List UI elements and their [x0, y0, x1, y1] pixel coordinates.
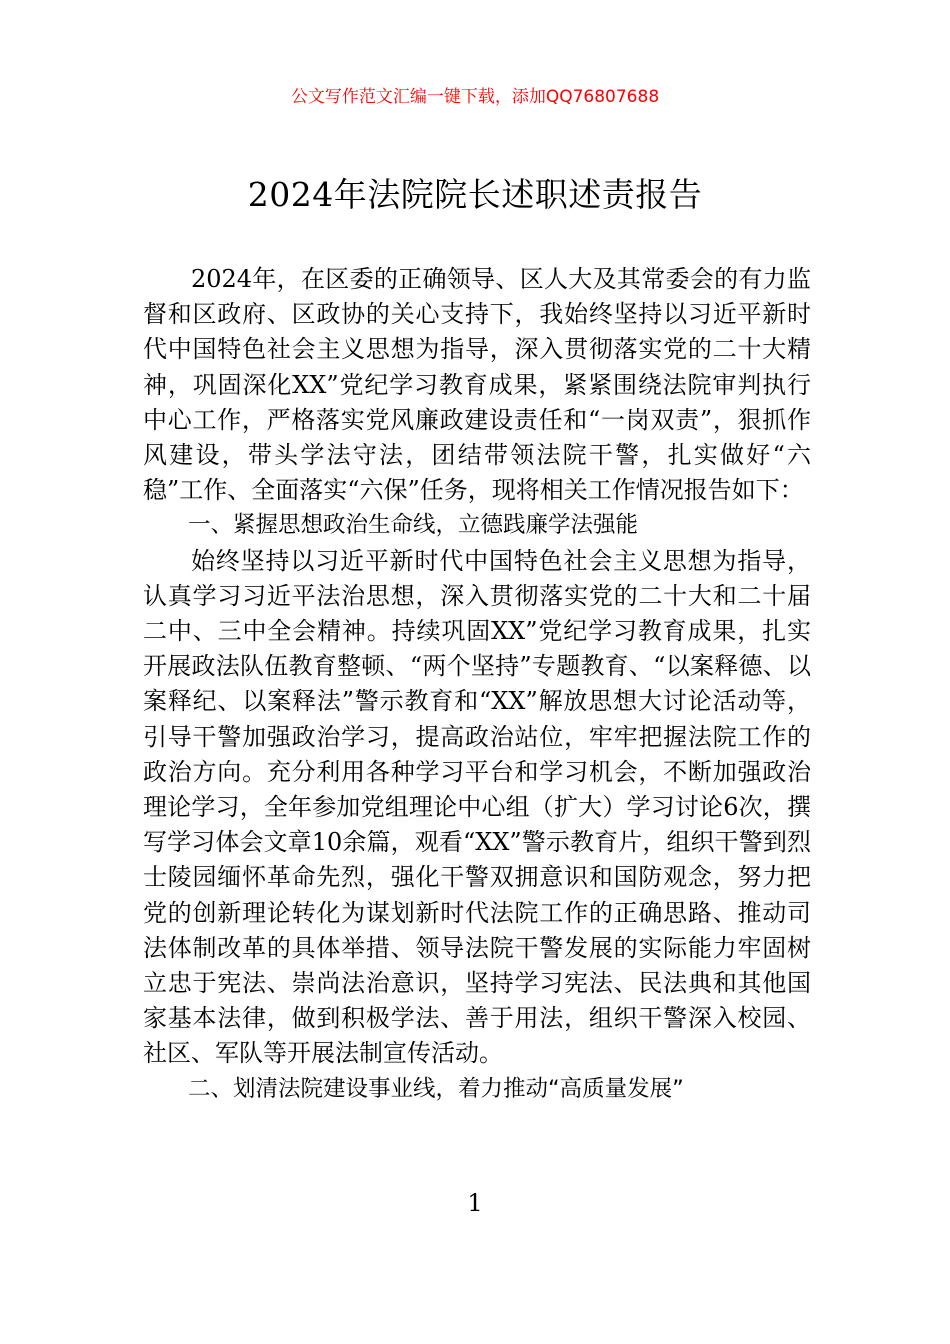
document-body [143, 262, 811, 1107]
intro-paragraph: 2024年，在区委的正确领导、区人大及其常委会的有力监督和区政府、区政协的关心支持下，我始终坚持以习近平新时代中国特色社会主义思想为指导，深入贯彻落实党的二十大精神，巩固深化XX”党纪学习教育成果，紧紧围绕法院审判执行中心工作，严格落实党风廉政建设责任和“一岗双责”，狠抓作风建设，带头学法守法，团结带领法院干警，扎实做好“六稳”工作、全面落实“六保”任务，现将相关工作情况报告如下： [143, 265, 811, 505]
section-heading-2: 二、划清法院建设事业线，着力推动“高质量发展” [188, 1075, 684, 1102]
section-1-paragraph: 始终坚持以习近平新时代中国特色社会主义思想为指导，认真学习习近平法治思想，深入贯彻落实党的二十大和二十届二中、三中全会精神。持续巩固XX”党纪学习教育成果，扎实开展政法队伍教育整顿、“两个坚持”专题教育、“以案释德、以案释纪、以案释法”警示教育和“XX”解放思想大讨论活动等，引导干警加强政治学习，提高政治站位，牢牢把握法院工作的政治方向。充分利用各种学习平台和学习机会，不断加强政治理论学习，全年参加党组理论中心组（扩大）学习讨论6次，撰写学习体会文章10余篇，观看“XX”警示教育片，组织干警到烈士陵园缅怀革命先烈，强化干警双拥意识和国防观念，努力把党的创新理论转化为谋划新时代法院工作的正确思路、推动司法体制改革的具体举措、领导法院干警发展的实际能力牢固树立忠于宪法、崇尚法治意识，坚持学习宪法、民法典和其他国家基本法律，做到积极学法、善于用法，组织干警深入校园、社区、军队等开展法制宣传活动。 [143, 546, 811, 1068]
section-heading-1: 一、紧握思想政治生命线，立德践廉学法强能 [188, 512, 639, 539]
document-title: 2024年法院院长述职述责报告 [247, 175, 703, 214]
page-number: 1 [467, 1189, 483, 1217]
download-notice: 公文写作范文汇编一键下载，添加QQ76807688 [290, 87, 660, 107]
